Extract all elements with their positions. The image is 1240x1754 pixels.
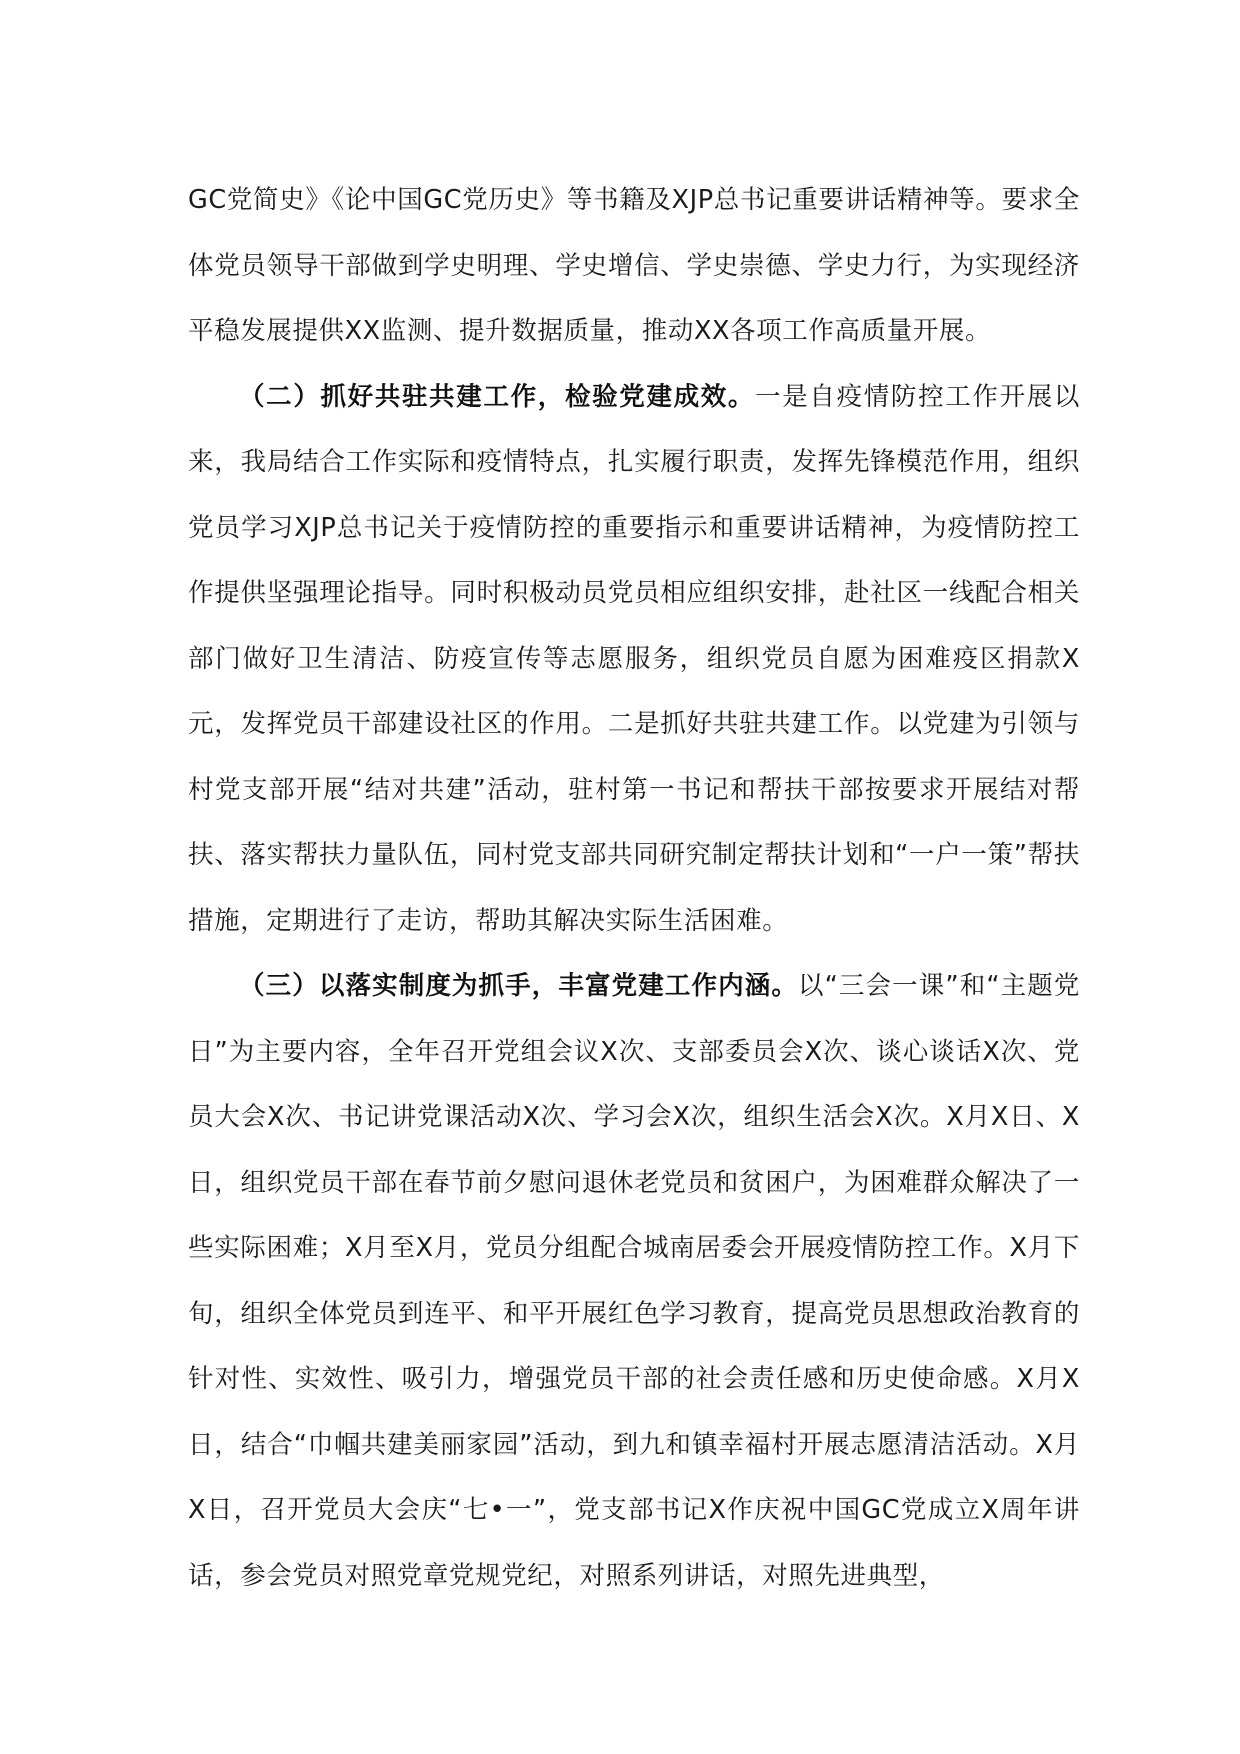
paragraph-body: 一是自疫情防控工作开展以来，我局结合工作实际和疫情特点，扎实履行职责，发挥先锋模范作用，组织党员学习XJP总书记关于疫情防控的重要指示和重要讲话精神，为疫情防控工作提供坚强理论指导。同时积极动员党员相应组织安排，赴社区一线配合相关部门做好卫生清洁、防疫宣传等志愿服务，组织党员自愿为困难疫区捐款X元，发挥党员干部建设社区的作用。二是抓好共驻共建工作。以党建为引领与村党支部开展“结对共建”活动，驻村第一书记和帮扶干部按要求开展结对帮扶、落实帮扶力量队伍，同村党支部共同研究制定帮扶计划和“一户一策”帮扶措施，定期进行了走访，帮助其解决实际生活困难。: [188, 381, 1081, 936]
paragraph-system-implementation: [188, 954, 1080, 1609]
paragraph-body: 以“三会一课”和“主题党日”为主要内容，全年召开党组会议X次、支部委员会X次、谈心谈话X次、党员大会X次、书记讲党课活动X次、学习会X次，组织生活会X次。X月X日、X日，组织党员干部在春节前夕慰问退休老党员和贫困户，为困难群众解决了一些实际困难；X月至X月，党员分组配合城南居委会开展疫情防控工作。X月下旬，组织全体党员到连平、和平开展红色学习教育，提高党员思想政治教育的针对性、实效性、吸引力，增强党员干部的社会责任感和历史使命感。X月X日，结合“巾帼共建美丽家园”活动，到九和镇幸福村开展志愿清洁活动。X月X日，召开党员大会庆“七•一”，党支部书记X作庆祝中国GC党成立X周年讲话，参会党员对照党章党规党纪，对照系列讲话，对照先进典型，: [188, 971, 1080, 1591]
section-heading: （二）抓好共驻共建工作，检验党建成效。: [239, 381, 756, 412]
paragraph-body: GC党简史》《论中国GC党历史》等书籍及XJP总书记重要讲话精神等。要求全体党员领导干部做到学史明理、学史增信、学史崇德、学史力行，为实现经济平稳发展提供XX监测、提升数据质量，推动XX各项工作高质量开展。: [188, 185, 1080, 346]
section-heading: （三）以落实制度为抓手，丰富党建工作内涵。: [239, 971, 798, 1001]
paragraph-continuation: [188, 168, 1080, 365]
paragraph-co-construction: [188, 365, 1080, 955]
document-body: [188, 168, 1080, 1609]
